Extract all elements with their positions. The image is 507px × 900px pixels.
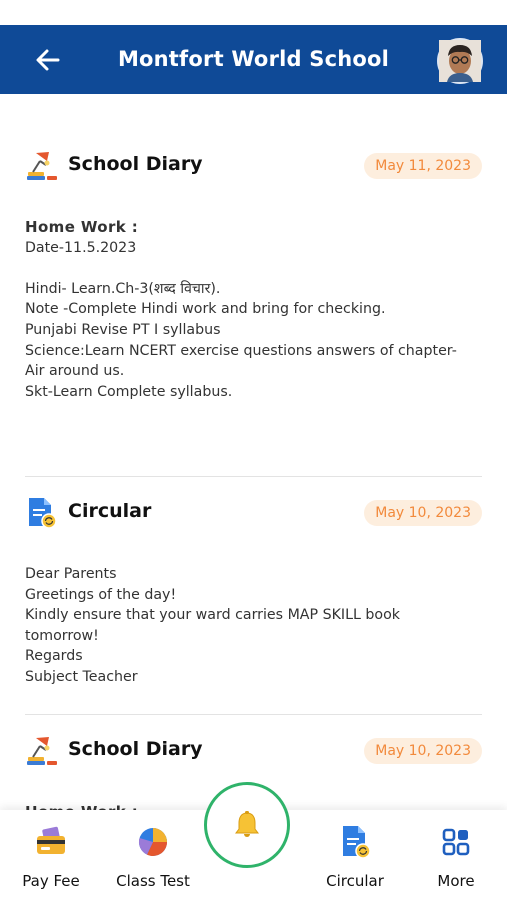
body-line: Regards — [25, 648, 83, 665]
card-title: School Diary — [68, 738, 203, 760]
card-body — [25, 217, 482, 402]
body-line: Air around us. — [25, 363, 125, 380]
tab-class-test[interactable] — [108, 810, 198, 900]
notifications-button[interactable] — [204, 782, 290, 868]
card-header — [25, 732, 482, 772]
tab-more[interactable] — [416, 810, 496, 900]
body-line: Dear Parents — [25, 566, 117, 582]
pie-chart-icon — [135, 824, 171, 860]
date-badge: May 11, 2023 — [364, 153, 482, 179]
divider — [25, 476, 482, 477]
date-badge: May 10, 2023 — [364, 500, 482, 526]
circular-document-icon — [25, 496, 59, 530]
body-line: Home Work : — [25, 218, 139, 236]
body-line: Hindi- Learn.Ch-3(शब्द विचार). — [25, 280, 221, 297]
grid-icon — [438, 824, 474, 860]
divider — [25, 714, 482, 715]
body-line: Punjabi Revise PT I syllabus — [25, 321, 221, 338]
page-title: Montfort World School — [117, 47, 390, 71]
credit-card-icon — [33, 824, 69, 860]
body-line: Date-11.5.2023 — [25, 239, 137, 256]
tab-pay-fee[interactable] — [8, 810, 94, 900]
app-header — [0, 25, 507, 94]
body-line: Science:Learn NCERT exercise questions answers of chapter- — [25, 342, 457, 359]
tab-circular[interactable] — [312, 810, 398, 900]
tab-label: Class Test — [116, 872, 190, 890]
circular-document-icon — [337, 824, 373, 860]
body-line: tomorrow! — [25, 627, 99, 644]
body-line: Note -Complete Hindi work and bring for checking. — [25, 301, 386, 318]
card-title: Circular — [68, 500, 152, 522]
tab-label: More — [437, 872, 475, 890]
body-line — [25, 258, 482, 279]
desk-lamp-icon — [25, 149, 59, 183]
card-header — [25, 494, 482, 534]
avatar[interactable] — [437, 38, 483, 84]
notification-feed — [0, 94, 507, 810]
date-badge: May 10, 2023 — [364, 738, 482, 764]
body-line: Skt-Learn Complete syllabus. — [25, 383, 233, 400]
tab-label: Pay Fee — [22, 872, 80, 890]
body-line: Greetings of the day! — [25, 586, 177, 603]
desk-lamp-icon — [25, 734, 59, 768]
card-title: School Diary — [68, 153, 203, 175]
body-line: Subject Teacher — [25, 668, 138, 685]
card-header — [25, 147, 482, 187]
tab-label: Circular — [326, 872, 384, 890]
body-line: Kindly ensure that your ward carries MAP SKILL book — [25, 607, 400, 624]
card-body — [25, 564, 482, 688]
bell-icon — [231, 809, 263, 841]
status-bar-area — [0, 0, 507, 25]
